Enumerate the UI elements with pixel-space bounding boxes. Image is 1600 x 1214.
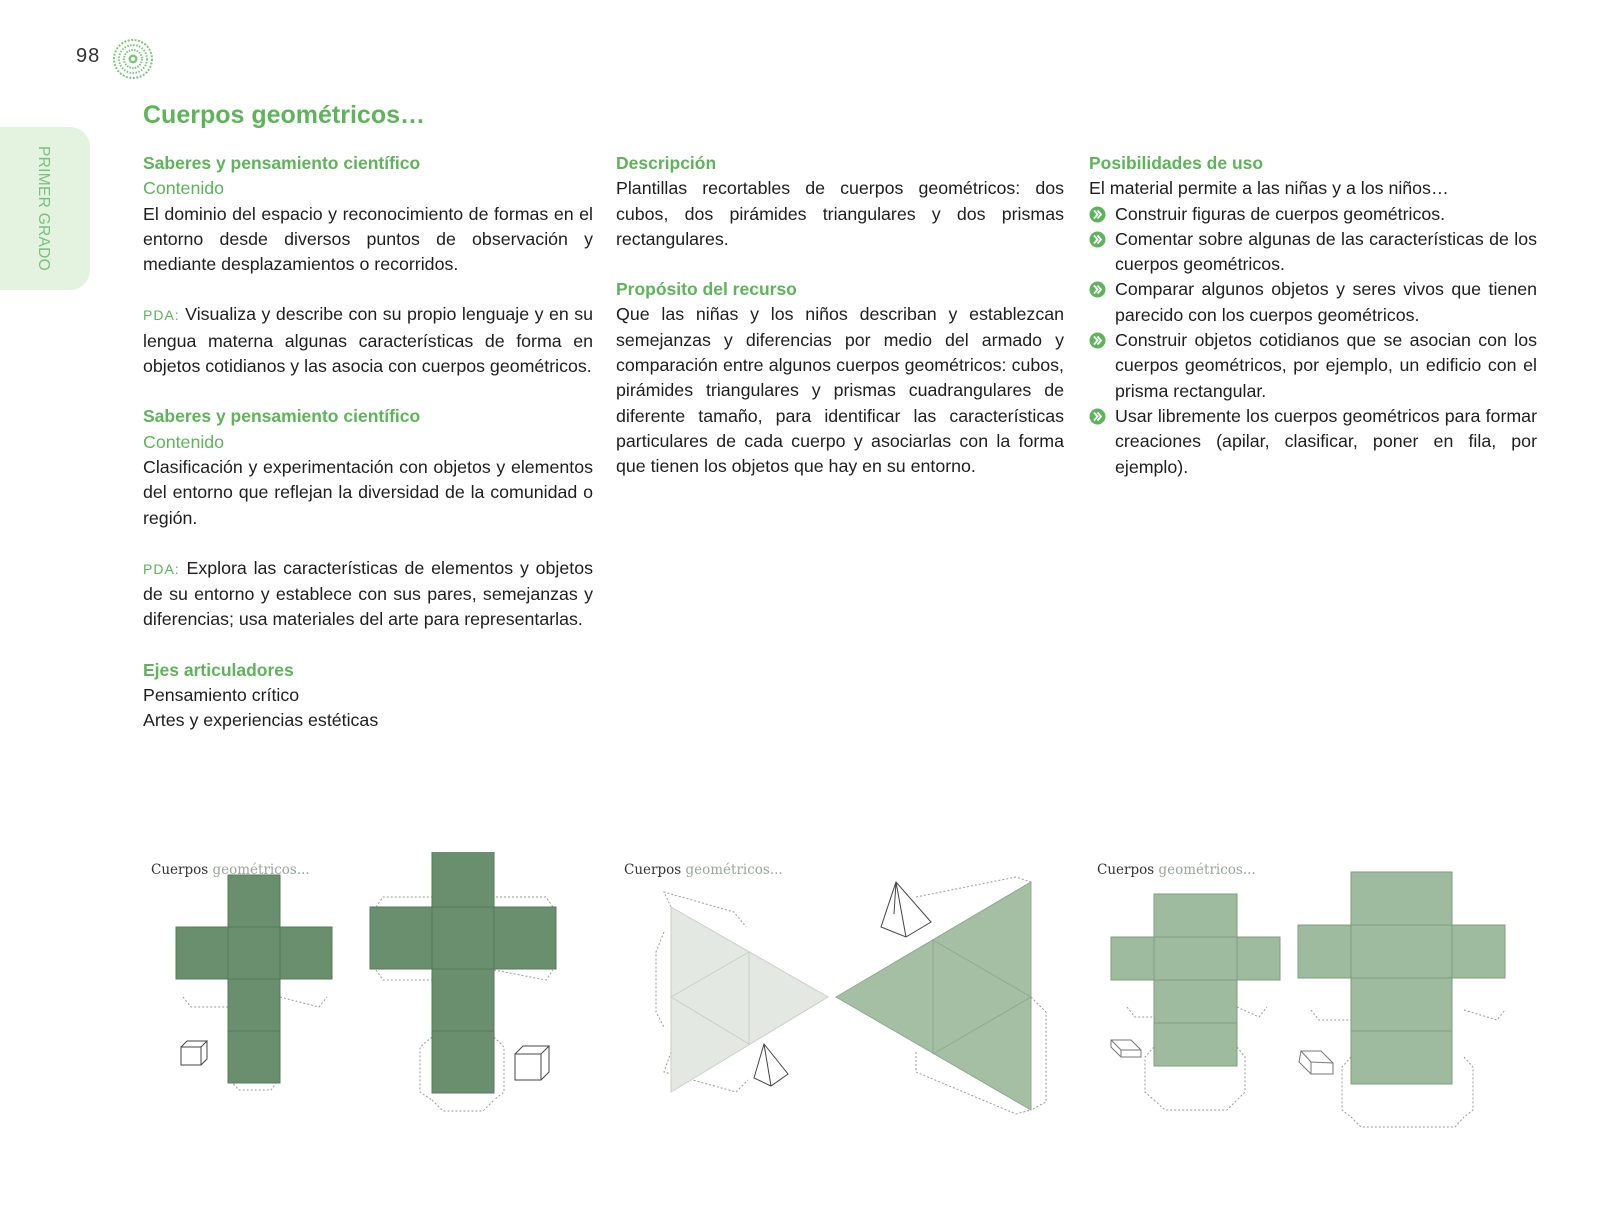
pda-text-1: Visualiza y describe con su propio lenguaje y en su lengua materna algunas características de forma en objetos cotidianos y las asocia con cuerpos geométricos.	[143, 304, 593, 377]
contenido-text-1: El dominio del espacio y reconocimiento de formas en el entorno desde diversos puntos de observación y mediante desplazamientos o recorridos.	[143, 203, 593, 275]
list-item-text: Comparar algunos objetos y seres vivos que tienen parecido con los cuerpos geométricos.	[1115, 279, 1537, 325]
list-item	[1089, 277, 1537, 328]
eje-item: Pensamiento crítico	[143, 685, 300, 706]
list-item	[1089, 202, 1537, 227]
saberes-heading-2: Saberes y pensamiento científico	[143, 406, 421, 427]
descripcion-text: Plantillas recortables de cuerpos geométricos: dos cubos, dos pirámides triangulares y dos prismas rectangulares.	[616, 178, 1064, 249]
pda-text-2: Explora las características de elementos y objetos de su entorno y establece con sus pares, semejanzas y diferencias; usa materiales del arte para representarlas.	[143, 557, 593, 630]
proposito-text: Que las niñas y los niños describan y establezcan semejanzas y diferencias por medio del armado y comparación entre algunos cuerpos geométricos: cubos, pirámides triangulares y prismas cuadrangulares de diferente tamaño, para identificar las características particulares de cada cuerpo y asociarlas con la forma que tienen los objetos que hay en su entorno.	[616, 304, 1064, 477]
posibilidades-heading: Posibilidades de uso	[1089, 153, 1264, 173]
pda-label-1: PDA:	[143, 307, 180, 324]
page-title: Cuerpos geométricos…	[143, 101, 426, 129]
column-descripcion	[616, 151, 1064, 480]
sheet-label	[624, 862, 783, 878]
sheet-label-a: Cuerpos	[151, 862, 209, 878]
pda-paragraph-2	[143, 556, 593, 633]
page-number: 98	[76, 45, 101, 67]
list-item-text: Construir objetos cotidianos que se asocian con los cuerpos geométricos, por ejemplo, un edificio con el prisma rectangular.	[1115, 330, 1537, 401]
sheet-label-a: Cuerpos	[624, 862, 682, 878]
side-tab-label: PRIMER GRADO	[35, 146, 52, 272]
sheet-label-b: geométricos...	[685, 862, 783, 878]
chevron-circle-icon	[1089, 231, 1106, 248]
cube-net-sheet	[143, 852, 613, 1152]
proposito-heading: Propósito del recurso	[616, 279, 797, 300]
sheet-label	[1097, 862, 1256, 878]
chevron-circle-icon	[1089, 332, 1106, 349]
contenido-subheading-2: Contenido	[143, 431, 225, 452]
list-item	[1089, 227, 1537, 278]
list-item-text: Construir figuras de cuerpos geométricos.	[1115, 203, 1446, 224]
pda-label-2: PDA:	[143, 560, 180, 577]
column-posibilidades	[1089, 151, 1537, 480]
posibilidades-list	[1089, 202, 1537, 480]
column-saberes	[143, 151, 593, 734]
sheet-label-b: geométricos...	[212, 862, 310, 878]
sheet-label	[151, 862, 310, 878]
contenido-subheading-1: Contenido	[143, 178, 225, 199]
list-item	[1089, 404, 1537, 480]
list-item-text: Usar libremente los cuerpos geométricos para formar creaciones (apilar, clasificar, poner en fila, por ejemplo).	[1115, 405, 1537, 477]
sheet-label-a: Cuerpos	[1097, 862, 1155, 878]
descripcion-heading: Descripción	[616, 153, 717, 173]
posibilidades-intro: El material permite a las niñas y a los niños…	[1089, 178, 1449, 199]
pyramid-nets-illustration	[616, 852, 1086, 1152]
ejes-heading: Ejes articuladores	[143, 659, 294, 680]
sheet-label-b: geométricos...	[1158, 862, 1256, 878]
chevron-circle-icon	[1089, 408, 1106, 425]
contenido-text-2: Clasificación y experimentación con objetos y elementos del entorno que reflejan la diversidad de la comunidad o región.	[143, 456, 593, 528]
pda-paragraph-1	[143, 302, 593, 379]
list-item-text: Comentar sobre algunas de las características de los cuerpos geométricos.	[1115, 228, 1537, 275]
saberes-heading-1: Saberes y pensamiento científico	[143, 153, 421, 173]
pyramid-net-sheet	[616, 852, 1086, 1152]
chevron-circle-icon	[1089, 281, 1106, 298]
prism-nets-illustration	[1089, 852, 1559, 1152]
chevron-circle-icon	[1089, 206, 1106, 223]
eje-item: Artes y experiencias estéticas	[143, 710, 379, 731]
prism-net-sheet	[1089, 852, 1559, 1152]
cube-nets-illustration	[143, 852, 613, 1152]
rosette-icon	[112, 38, 154, 80]
list-item	[1089, 328, 1537, 404]
